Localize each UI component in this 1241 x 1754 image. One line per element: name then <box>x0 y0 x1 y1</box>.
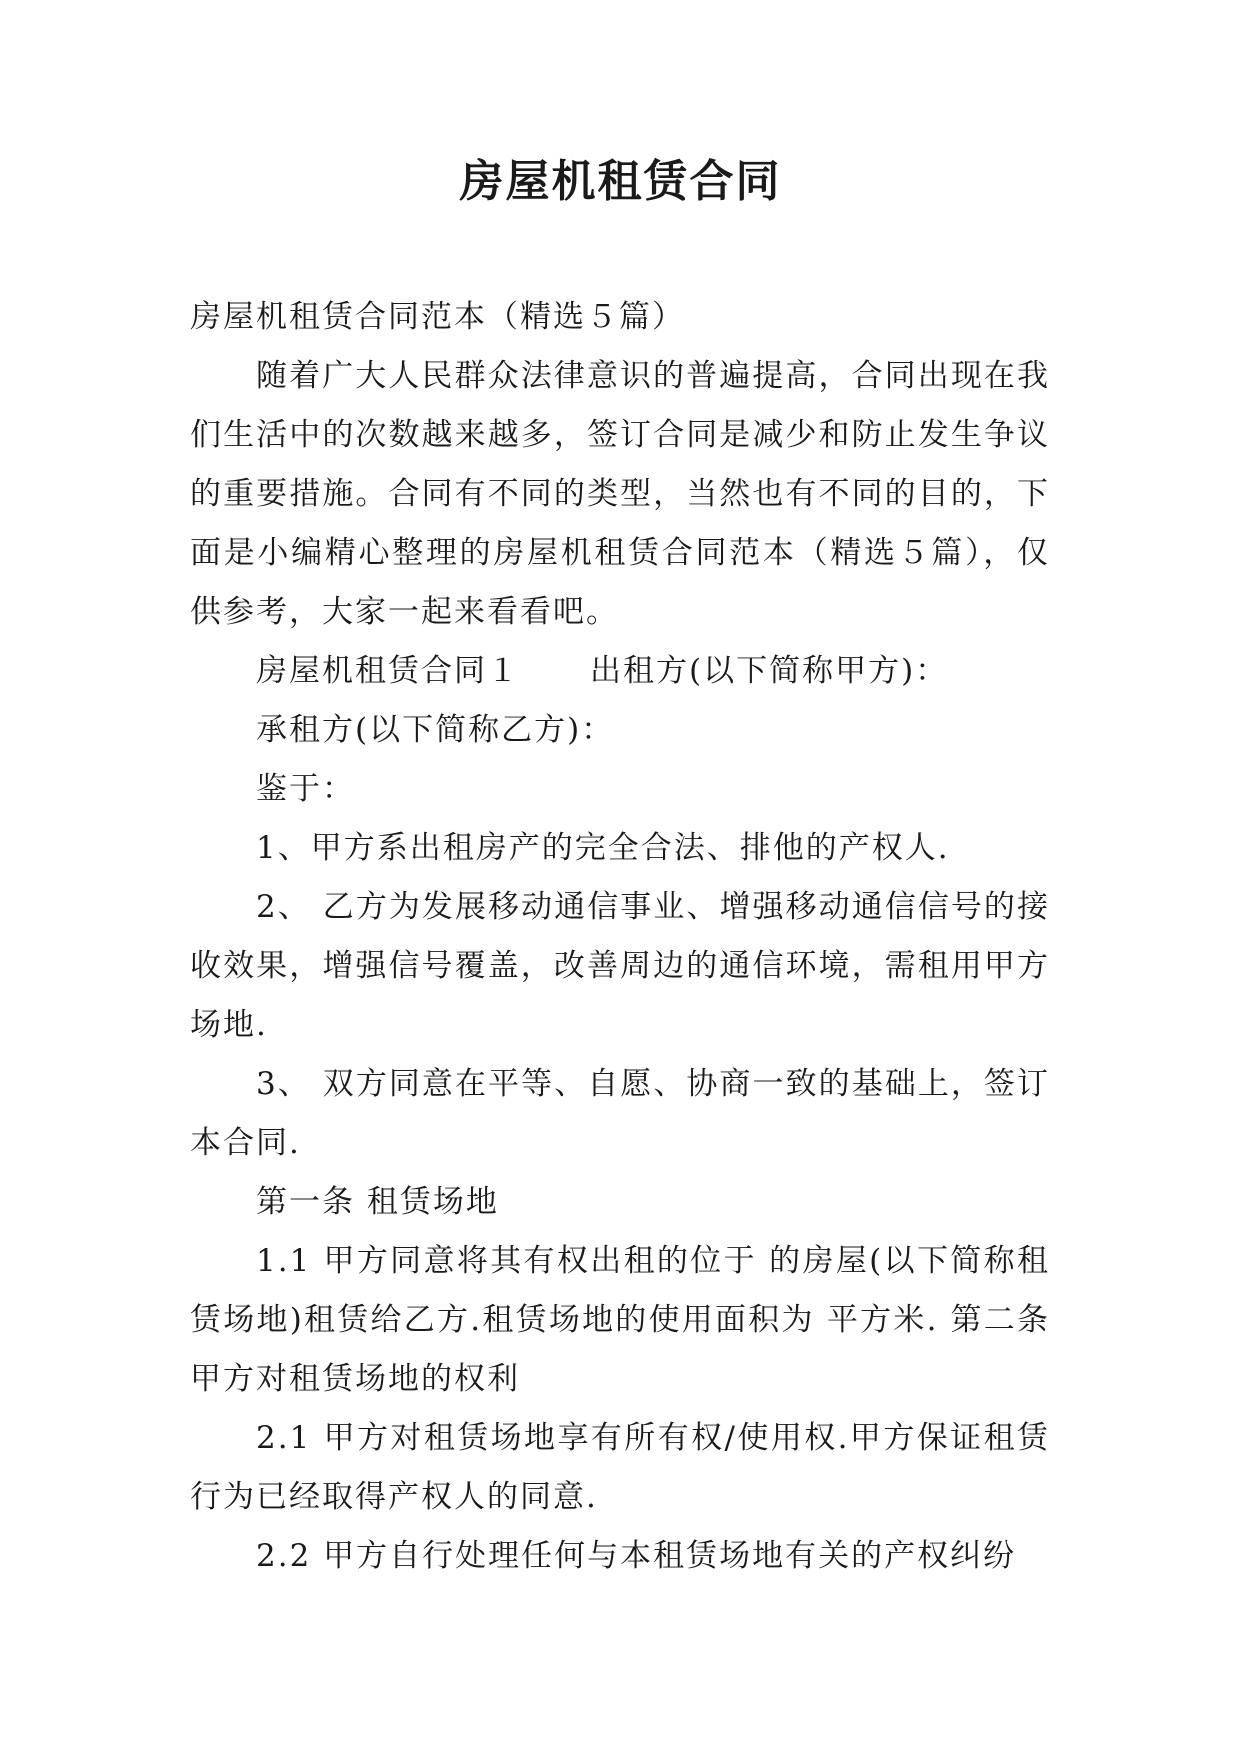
article-1-heading: 第一条 租赁场地 <box>256 1184 499 1220</box>
intro-paragraph: 随着广大人民群众法律意识的普遍提高，合同出现在我们生活中的次数越来越多，签订合同是减少和防止发生争议的重要措施。合同有不同的类型，当然也有不同的目的，下面是小编精心整理的房屋机租赁合同范本（精选５篇），仅供参考，大家一起来看看吧。 <box>190 358 1050 630</box>
clause-2-paragraph: 2、 乙方为发展移动通信事业、增强移动通信信号的接收效果，增强信号覆盖，改善周边的通信环境，需租用甲方场地. <box>190 889 1050 1043</box>
whereas-paragraph: 鉴于： <box>256 771 355 807</box>
subtitle-paragraph: 房屋机租赁合同范本（精选５篇） <box>190 299 685 335</box>
article-1-1-paragraph: 1.1 甲方同意将其有权出租的位于 的房屋(以下简称租赁场地)租赁给乙方.租赁场地的使用面积为 平方米. 第二条 甲方对租赁场地的权利 <box>190 1243 1050 1397</box>
lessor-label: 出租方(以下简称甲方)： <box>590 653 949 689</box>
contract-heading-line <box>190 642 1050 701</box>
article-2-1-paragraph: 2.1 甲方对租赁场地享有所有权/使用权.甲方保证租赁行为已经取得产权人的同意. <box>190 1420 1050 1515</box>
clause-3-paragraph: 3、 双方同意在平等、自愿、协商一致的基础上，签订本合同. <box>190 1066 1050 1161</box>
clause-1-paragraph: 1、甲方系出租房产的完全合法、排他的产权人. <box>256 830 950 866</box>
document-body <box>190 288 1050 1586</box>
contract-heading: 房屋机租赁合同１ <box>256 653 520 689</box>
article-2-2-paragraph: 2.2 甲方自行处理任何与本租赁场地有关的产权纠纷 <box>256 1538 1017 1574</box>
document-title: 房屋机租赁合同 <box>459 156 782 207</box>
lessee-paragraph: 承租方(以下简称乙方)： <box>256 712 615 748</box>
